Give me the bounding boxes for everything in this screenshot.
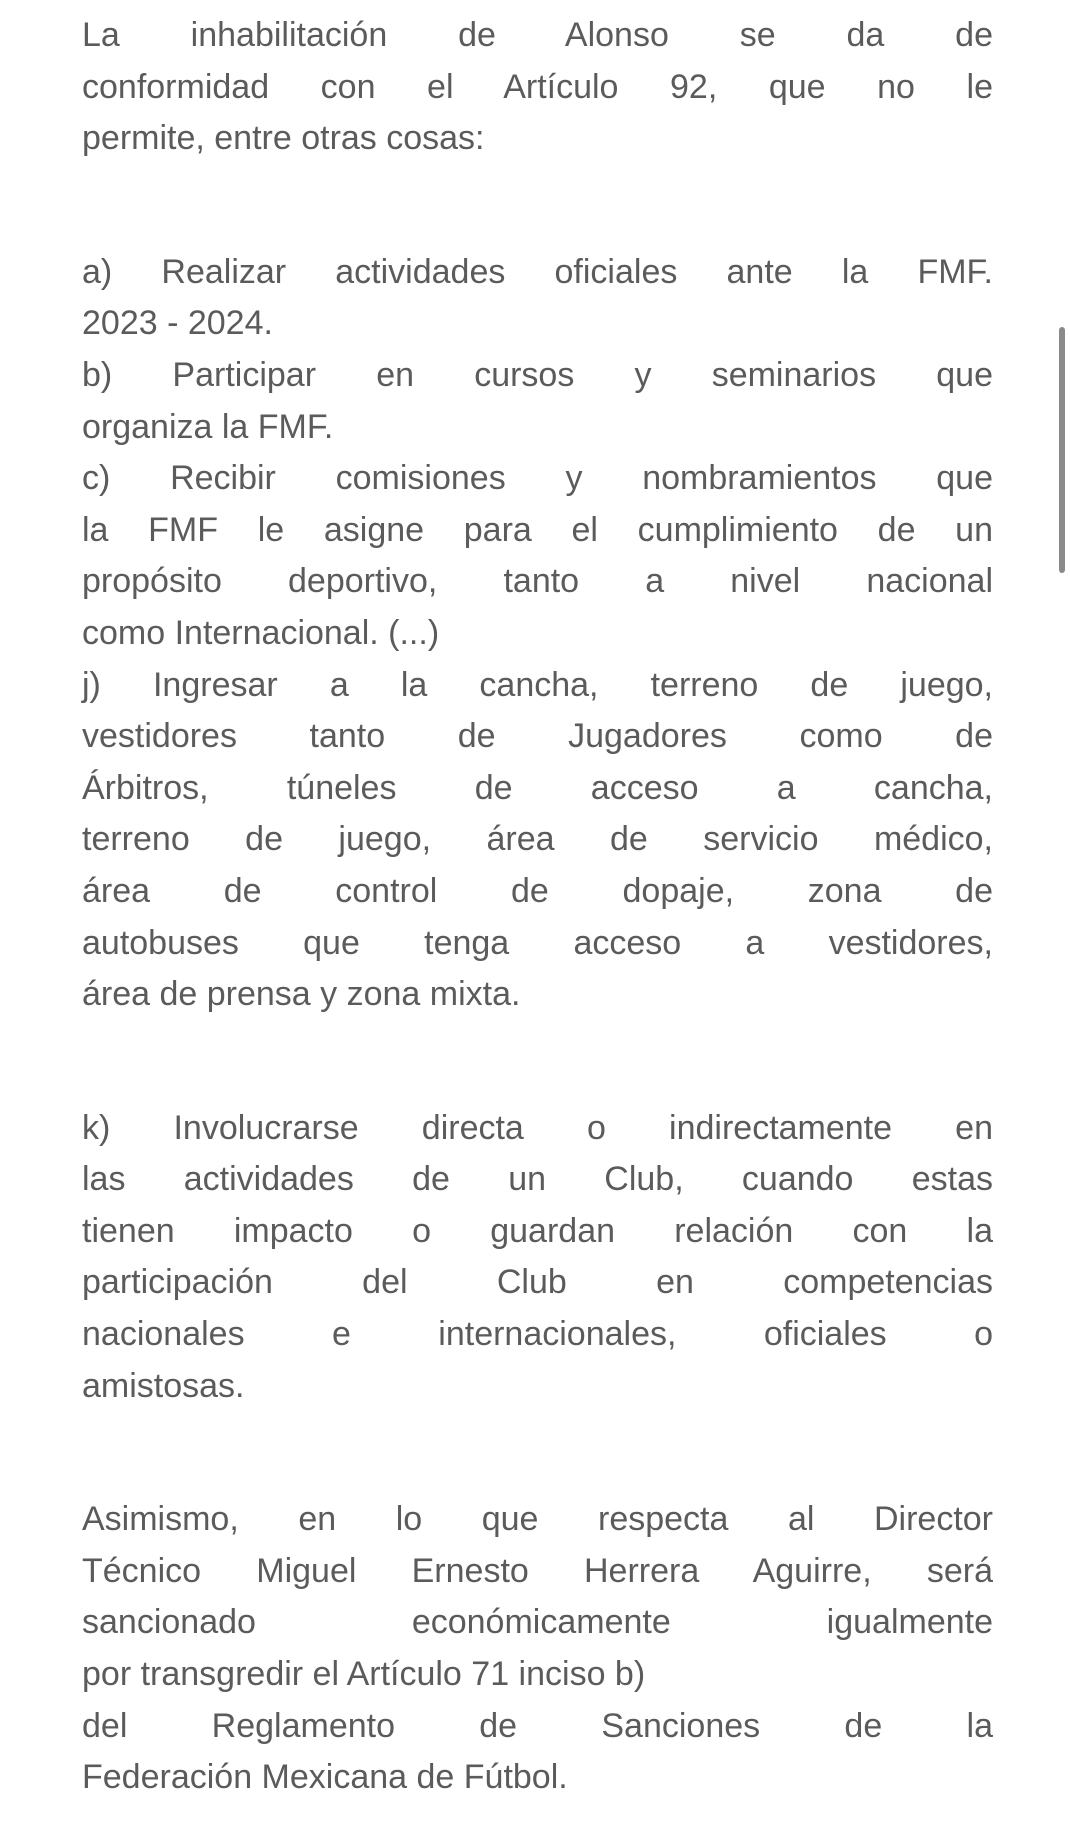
text-line: participación del Club en competencias: [82, 1263, 993, 1302]
text-line: por transgredir el Artículo 71 inciso b): [82, 1655, 646, 1694]
text-line: Federación Mexicana de Fútbol.: [82, 1758, 568, 1797]
document-body: [82, 10, 993, 1804]
paragraph: [82, 1103, 993, 1413]
paragraph-gap: [82, 165, 993, 247]
text-line: k) Involucrarse directa o indirectamente en: [82, 1108, 993, 1147]
text-line: área de control de dopaje, zona de: [82, 871, 993, 910]
paragraph: [82, 10, 993, 165]
text-line: La inhabilitación de Alonso se da de: [82, 16, 993, 54]
text-line: Asimismo, en lo que respecta al Director: [82, 1500, 993, 1539]
text-line: organiza la FMF.: [82, 407, 334, 446]
text-line: vestidores tanto de Jugadores como de: [82, 717, 993, 756]
text-line: j) Ingresar a la cancha, terreno de juego,: [82, 665, 993, 704]
text-line: como Internacional. (...): [82, 613, 440, 652]
text-line: la FMF le asigne para el cumplimiento de un: [82, 510, 993, 549]
text-line: propósito deportivo, tanto a nivel nacional: [82, 562, 993, 601]
text-line: amistosas.: [82, 1366, 245, 1405]
text-line: b) Participar en cursos y seminarios que: [82, 355, 993, 394]
text-line: Técnico Miguel Ernesto Herrera Aguirre, será: [82, 1551, 993, 1590]
text-line: del Reglamento de Sanciones de la: [82, 1706, 993, 1745]
text-line: terreno de juego, área de servicio médico,: [82, 820, 993, 859]
text-line: nacionales e internacionales, oficiales o: [82, 1315, 993, 1354]
text-line: conformidad con el Artículo 92, que no le: [82, 67, 993, 106]
paragraph: [82, 247, 993, 1021]
paragraph-gap: [82, 1412, 993, 1494]
text-line: área de prensa y zona mixta.: [82, 975, 521, 1014]
text-line: c) Recibir comisiones y nombramientos que: [82, 459, 993, 498]
text-line: sancionado económicamente igualmente: [82, 1603, 993, 1642]
text-line: 2023 - 2024.: [82, 304, 273, 343]
text-line: permite, entre otras cosas:: [82, 119, 485, 158]
text-line: las actividades de un Club, cuando estas: [82, 1160, 993, 1199]
paragraph: [82, 1494, 993, 1804]
text-line: a) Realizar actividades oficiales ante la FMF.: [82, 252, 993, 291]
text-line: Árbitros, túneles de acceso a cancha,: [82, 768, 993, 807]
paragraph-gap: [82, 1021, 993, 1103]
text-line: tienen impacto o guardan relación con la: [82, 1211, 993, 1250]
text-line: autobuses que tenga acceso a vestidores,: [82, 923, 993, 962]
scrollbar[interactable]: [1059, 327, 1065, 573]
